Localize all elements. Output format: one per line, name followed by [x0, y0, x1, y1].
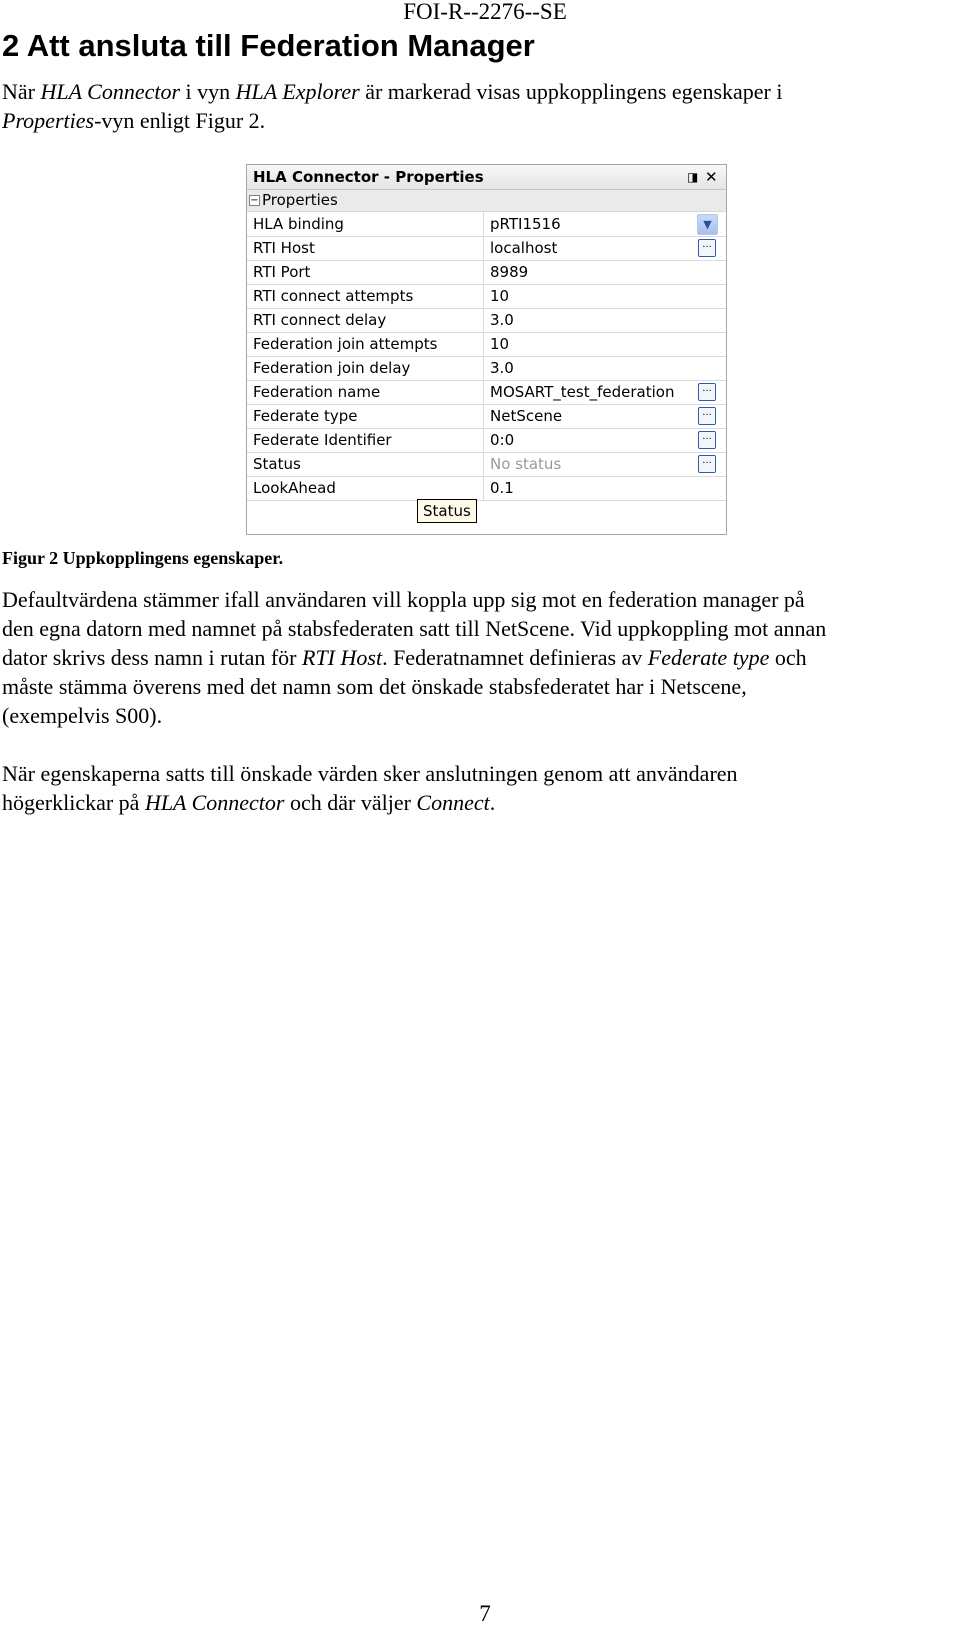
property-name: LookAhead	[253, 479, 336, 497]
figure-caption: Figur 2 Uppkopplingens egenskaper.	[2, 548, 284, 568]
property-name: Federation join attempts	[253, 335, 438, 353]
paragraph-term-federate-type: Federate type	[647, 645, 770, 670]
intro-term-properties: Properties	[2, 108, 95, 133]
property-row-rti-connect-delay[interactable]	[247, 308, 726, 333]
property-row-hla-binding[interactable]	[247, 212, 726, 237]
paragraph-text: högerklickar på	[2, 790, 145, 815]
chevron-down-icon[interactable]: ▼	[697, 214, 718, 235]
intro-text: -vyn enligt Figur 2.	[94, 108, 266, 133]
property-separator	[483, 332, 484, 356]
property-separator	[483, 380, 484, 404]
paragraph-text: .	[489, 790, 496, 815]
paragraph-term-hla-connector: HLA Connector	[144, 790, 285, 815]
property-value[interactable]: 3.0	[490, 359, 514, 377]
property-value[interactable]: 0:0	[490, 431, 515, 449]
intro-term-hla-connector: HLA Connector	[40, 79, 181, 104]
property-separator	[483, 308, 484, 332]
paragraph-line: När egenskaperna satts till önskade värden sker anslutningen genom att användaren	[2, 761, 738, 786]
intro-term-hla-explorer: HLA Explorer	[235, 79, 360, 104]
property-row-federation-name[interactable]	[247, 380, 726, 405]
property-row-lookahead[interactable]	[247, 476, 726, 501]
property-row-federation-join-attempts[interactable]	[247, 332, 726, 357]
ellipsis-icon[interactable]: ...	[698, 455, 716, 473]
ellipsis-icon[interactable]: ...	[698, 407, 716, 425]
property-value[interactable]: 10	[490, 287, 510, 305]
property-value[interactable]: 10	[490, 335, 510, 353]
property-name: Status	[253, 455, 301, 473]
property-separator	[483, 284, 484, 308]
close-icon[interactable]: ✕	[705, 168, 718, 186]
property-separator	[483, 428, 484, 452]
property-name: Federate Identifier	[253, 431, 392, 449]
property-separator	[483, 212, 484, 236]
panel-title-bar	[247, 165, 726, 190]
property-separator	[483, 452, 484, 476]
intro-line-2	[2, 106, 782, 135]
paragraph-connect	[2, 759, 738, 817]
paragraph-line	[2, 788, 738, 817]
status-tooltip: Status	[417, 499, 477, 523]
category-label: Properties	[262, 191, 338, 209]
intro-text: När	[2, 79, 41, 104]
ellipsis-icon[interactable]: ...	[698, 383, 716, 401]
section-heading: 2 Att ansluta till Federation Manager	[2, 28, 535, 63]
paragraph-text: och där väljer	[284, 790, 417, 815]
category-row-properties[interactable]	[247, 190, 726, 212]
paragraph-term-rti-host: RTI Host	[302, 645, 383, 670]
property-row-federation-join-delay[interactable]	[247, 356, 726, 381]
property-name: RTI Port	[253, 263, 311, 281]
intro-text: i vyn	[180, 79, 236, 104]
panel-title: HLA Connector - Properties	[253, 168, 484, 186]
property-name: RTI connect delay	[253, 311, 387, 329]
property-name: HLA binding	[253, 215, 344, 233]
property-separator	[483, 260, 484, 284]
paragraph-term-connect: Connect	[416, 790, 490, 815]
paragraph-text: . Federatnamnet definieras av	[382, 645, 648, 670]
property-value[interactable]: 8989	[490, 263, 529, 281]
property-separator	[483, 236, 484, 260]
property-value[interactable]: MOSART_test_federation	[490, 383, 675, 401]
ellipsis-icon[interactable]: ...	[698, 431, 716, 449]
paragraph-line	[2, 643, 826, 672]
intro-line-1	[2, 77, 782, 106]
property-row-rti-host[interactable]	[247, 236, 726, 261]
property-name: RTI connect attempts	[253, 287, 414, 305]
paragraph-line: den egna datorn med namnet på stabsfederaten satt till NetScene. Vid uppkoppling mot annan	[2, 616, 827, 641]
property-separator	[483, 404, 484, 428]
property-value: No status	[490, 455, 562, 473]
intro-text: är markerad visas uppkopplingens egenskaper i	[359, 79, 783, 104]
pin-view-icon[interactable]: ◨	[687, 170, 699, 184]
property-row-federate-identifier[interactable]	[247, 428, 726, 453]
property-name: Federate type	[253, 407, 358, 425]
property-value[interactable]: pRTI1516	[490, 215, 561, 233]
property-value[interactable]: 0.1	[490, 479, 514, 497]
property-row-rti-port[interactable]	[247, 260, 726, 285]
property-name: Federation name	[253, 383, 381, 401]
page-number: 7	[479, 1601, 491, 1626]
paragraph-line: måste stämma överens med det namn som det önskade stabsfederatet har i Netscene,	[2, 674, 747, 699]
property-separator	[483, 356, 484, 380]
property-name: Federation join delay	[253, 359, 411, 377]
document-id-header: FOI-R--2276--SE	[403, 0, 567, 24]
property-row-federate-type[interactable]	[247, 404, 726, 429]
paragraph-defaults	[2, 585, 826, 730]
paragraph-line: Defaultvärdena stämmer ifall användaren vill koppla upp sig mot en federation manager på	[2, 587, 805, 612]
properties-panel-figure	[246, 164, 727, 535]
property-separator	[483, 476, 484, 500]
paragraph-line: (exempelvis S00).	[2, 703, 163, 728]
paragraph-text: och	[769, 645, 807, 670]
property-value[interactable]: localhost	[490, 239, 558, 257]
property-value[interactable]: NetScene	[490, 407, 563, 425]
property-row-rti-connect-attempts[interactable]	[247, 284, 726, 309]
collapse-icon[interactable]: −	[250, 195, 259, 206]
intro-paragraph	[2, 77, 782, 135]
ellipsis-icon[interactable]: ...	[698, 239, 716, 257]
property-name: RTI Host	[253, 239, 315, 257]
property-row-status[interactable]	[247, 452, 726, 477]
property-value[interactable]: 3.0	[490, 311, 514, 329]
paragraph-text: dator skrivs dess namn i rutan för	[2, 645, 302, 670]
